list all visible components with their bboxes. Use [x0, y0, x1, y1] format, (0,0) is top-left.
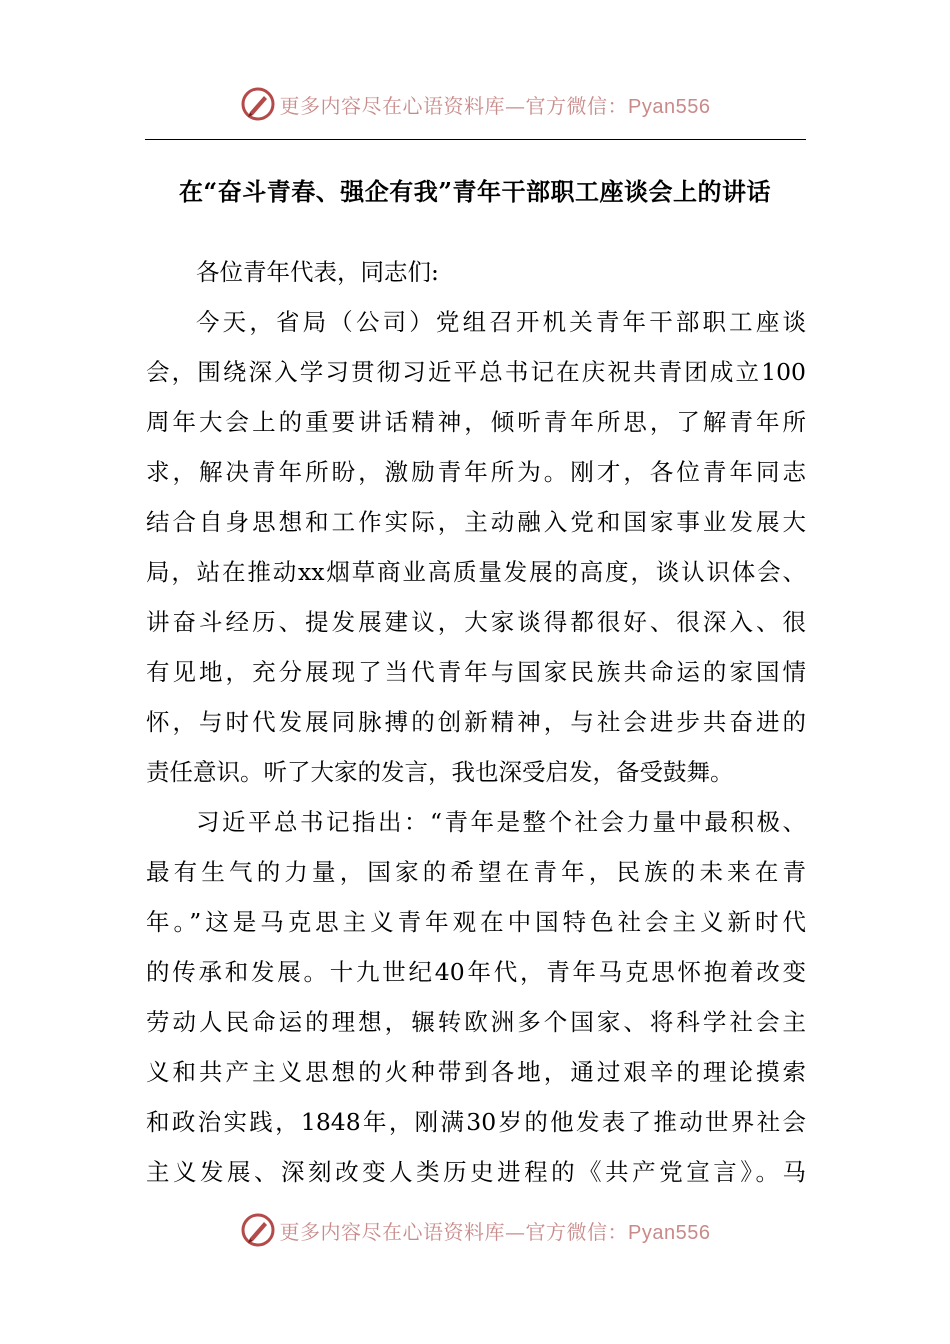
paragraph-line: 今天，省局（公司）党组召开机关青年干部职工座谈	[196, 308, 806, 336]
paragraph-line: 求，解决青年所盼，激励青年所为。刚才，各位青年同志	[146, 458, 806, 486]
paragraph-line: 局，站在推动xx烟草商业高质量发展的高度，谈认识体会、	[146, 558, 806, 586]
wechat-id: Pyan556	[628, 1221, 711, 1244]
pen-logo-icon	[240, 1212, 276, 1248]
paragraph-line: 结合自身思想和工作实际，主动融入党和国家事业发展大	[146, 508, 806, 536]
paragraph-line: 讲奋斗经历、提发展建议，大家谈得都很好、很深入、很	[146, 608, 806, 636]
footer-watermark-banner	[0, 1210, 950, 1250]
paragraph-line: 和政治实践，1848年，刚满30岁的他发表了推动世界社会	[146, 1108, 806, 1136]
banner-text	[280, 1216, 711, 1245]
pen-logo-icon	[240, 86, 276, 122]
header-watermark-banner	[0, 84, 950, 124]
paragraph-line: 劳动人民命运的理想，辗转欧洲多个国家、将科学社会主	[146, 1008, 806, 1036]
paragraph-line: 年。”这是马克思主义青年观在中国特色社会主义新时代	[146, 908, 806, 936]
paragraph-2	[146, 797, 806, 1197]
document-body	[146, 247, 806, 1197]
paragraph-line: 会，围绕深入学习贯彻习近平总书记在庆祝共青团成立100	[146, 358, 806, 386]
wechat-id: Pyan556	[628, 95, 711, 118]
paragraph-line: 义和共产主义思想的火种带到各地，通过艰辛的理论摸索	[146, 1058, 806, 1086]
paragraph-line: 的传承和发展。十九世纪40年代，青年马克思怀抱着改变	[146, 958, 806, 986]
paragraph-line: 周年大会上的重要讲话精神，倾听青年所思，了解青年所	[146, 408, 806, 436]
paragraph-line: 怀，与时代发展同脉搏的创新精神，与社会进步共奋进的	[146, 708, 806, 736]
banner-text	[280, 90, 711, 119]
paragraph-line: 主义发展、深刻改变人类历史进程的《共产党宣言》。马	[146, 1158, 806, 1186]
banner-label: 更多内容尽在心语资料库—官方微信：	[279, 93, 629, 118]
paragraph-line: 责任意识。听了大家的发言，我也深受启发，备受鼓舞。	[146, 758, 734, 786]
document-title: 在“奋斗青春、强企有我”青年干部职工座谈会上的讲话	[178, 177, 772, 206]
paragraph-line: 习近平总书记指出：“青年是整个社会力量中最积极、	[196, 808, 806, 836]
paragraph-line: 有见地，充分展现了当代青年与国家民族共命运的家国情	[146, 658, 806, 686]
salutation: 各位青年代表，同志们:	[196, 258, 439, 286]
banner-label: 更多内容尽在心语资料库—官方微信：	[279, 1219, 629, 1244]
paragraph-1	[146, 297, 806, 797]
paragraph-line: 最有生气的力量，国家的希望在青年，民族的未来在青	[146, 858, 806, 886]
header-divider	[145, 139, 806, 140]
